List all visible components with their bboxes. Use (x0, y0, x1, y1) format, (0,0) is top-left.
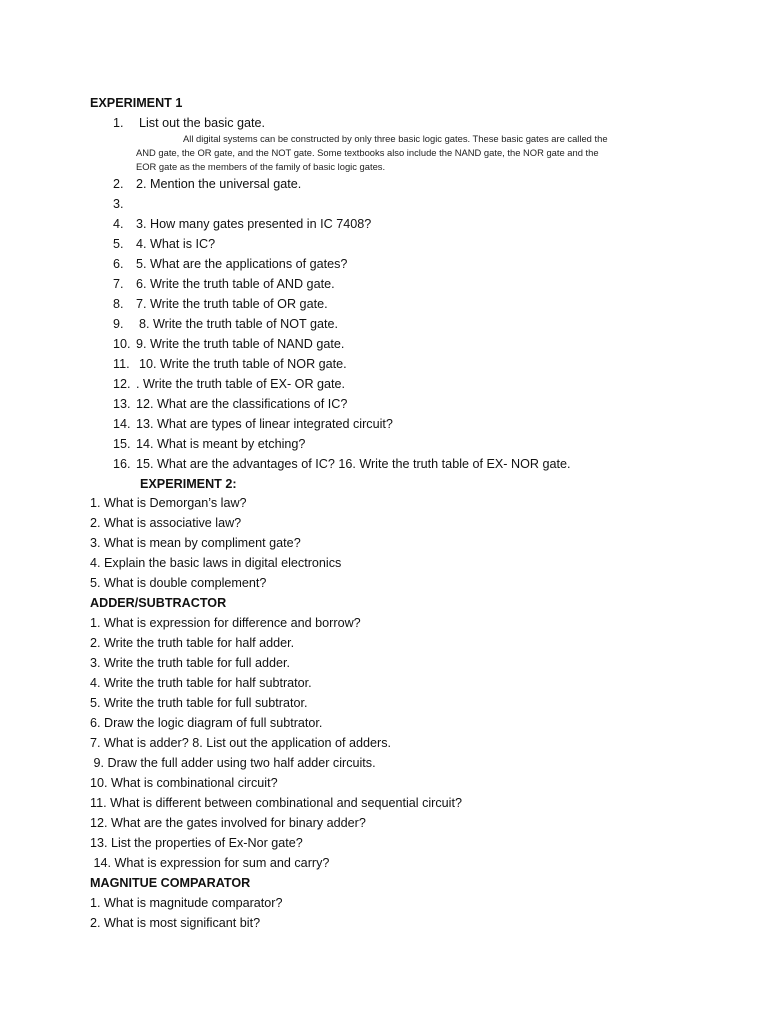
list-item: 12. What are the classifications of IC? (136, 397, 348, 411)
list-number: 11. (113, 357, 130, 371)
list-number: 10. (113, 337, 131, 351)
list-item: 6. Draw the logic diagram of full subtrator. (90, 716, 323, 730)
list-item: 9. Write the truth table of NAND gate. (136, 337, 345, 351)
list-item: 4. Write the truth table for half subtrator. (90, 676, 312, 690)
list-number: 16. (113, 457, 131, 471)
paragraph-line: EOR gate as the members of the family of basic logic gates. (136, 161, 386, 172)
list-item: 1. What is expression for difference and borrow? (90, 616, 361, 630)
paragraph-line: All digital systems can be constructed by only three basic logic gates. These basic gates are called the (183, 133, 608, 144)
list-item: 3. Write the truth table for full adder. (90, 656, 290, 670)
list-number: 8. (113, 297, 124, 311)
list-item: 4. Explain the basic laws in digital electronics (90, 556, 342, 570)
list-number: 7. (113, 277, 124, 291)
list-item: 14. What is meant by etching? (136, 437, 306, 451)
list-item: 5. What are the applications of gates? (136, 257, 348, 271)
list-item: 1. What is magnitude comparator? (90, 896, 283, 910)
list-item: 10. What is combinational circuit? (90, 776, 278, 790)
list-number: 9. (113, 317, 124, 331)
list-number: 4. (113, 217, 124, 231)
experiment-2-heading: EXPERIMENT 2: (140, 477, 237, 491)
list-number: 14. (113, 417, 131, 431)
list-item: 13. What are types of linear integrated circuit? (136, 417, 393, 431)
list-item: . Write the truth table of EX- OR gate. (136, 377, 346, 391)
list-item: 9. Draw the full adder using two half adder circuits. (90, 756, 376, 770)
list-item: 6. Write the truth table of AND gate. (136, 277, 335, 291)
list-item: 12. What are the gates involved for binary adder? (90, 816, 366, 830)
list-item: 3. How many gates presented in IC 7408? (136, 217, 372, 231)
list-item: 7. Write the truth table of OR gate. (136, 297, 328, 311)
list-number: 1. (113, 116, 124, 130)
list-item: 4. What is IC? (136, 237, 216, 251)
list-item: 1. What is Demorgan’s law? (90, 496, 247, 510)
list-item: 8. Write the truth table of NOT gate. (139, 317, 339, 331)
list-number: 2. (113, 177, 124, 191)
experiment-1-heading: EXPERIMENT 1 (90, 96, 183, 110)
list-number: 3. (113, 197, 124, 211)
list-number: 12. (113, 377, 131, 391)
list-item: 2. Write the truth table for half adder. (90, 636, 295, 650)
list-item: 2. Mention the universal gate. (136, 177, 302, 191)
paragraph-line: AND gate, the OR gate, and the NOT gate. Some textbooks also include the NAND gate, the NOR gate and the (136, 147, 599, 158)
list-item: 10. Write the truth table of NOR gate. (139, 357, 347, 371)
list-item: 15. What are the advantages of IC? 16. Write the truth table of EX- NOR gate. (136, 457, 571, 471)
list-item: 14. What is expression for sum and carry? (90, 856, 330, 870)
list-item: 5. Write the truth table for full subtrator. (90, 696, 308, 710)
list-number: 6. (113, 257, 124, 271)
list-number: 13. (113, 397, 131, 411)
list-item: 7. What is adder? 8. List out the application of adders. (90, 736, 392, 750)
list-item: 13. List the properties of Ex-Nor gate? (90, 836, 303, 850)
list-item: List out the basic gate. (139, 116, 266, 130)
list-item: 2. What is most significant bit? (90, 916, 261, 930)
list-number: 5. (113, 237, 124, 251)
magnitude-comparator-heading: MAGNITUE COMPARATOR (90, 876, 251, 890)
list-item: 3. What is mean by compliment gate? (90, 536, 301, 550)
list-number: 15. (113, 437, 131, 451)
adder-subtractor-heading: ADDER/SUBTRACTOR (90, 596, 227, 610)
list-item: 2. What is associative law? (90, 516, 242, 530)
list-item: 11. What is different between combinational and sequential circuit? (90, 796, 462, 810)
list-item: 5. What is double complement? (90, 576, 267, 590)
